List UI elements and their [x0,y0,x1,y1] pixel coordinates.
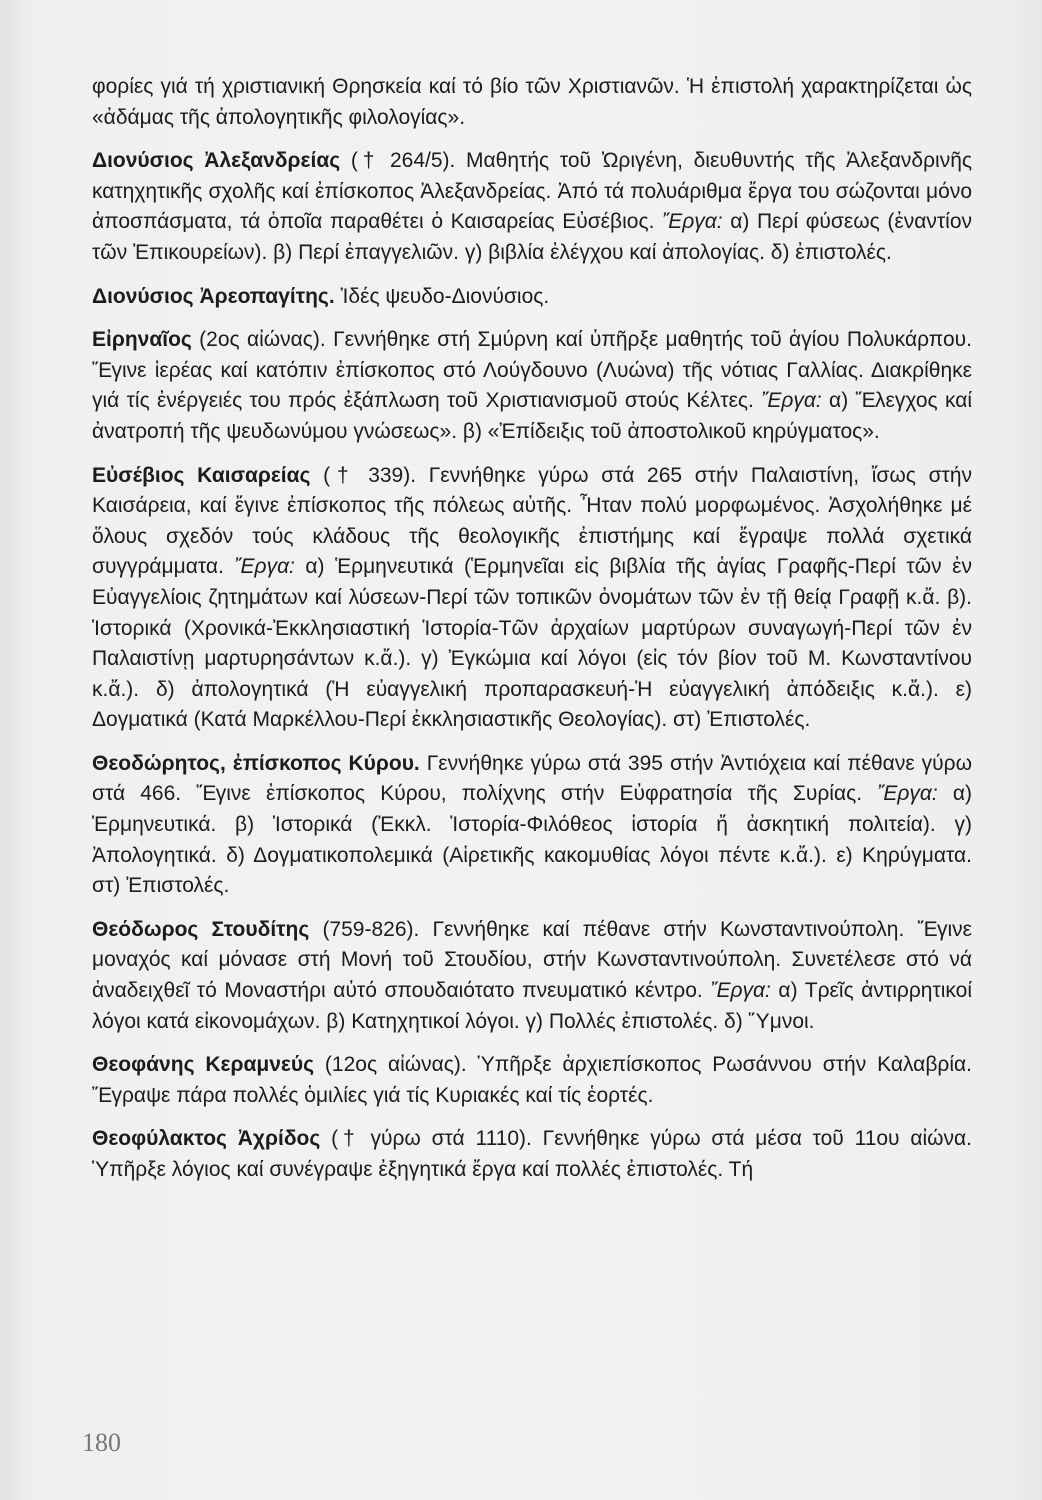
page-number: 180 [82,1428,121,1457]
entry-text: (2ος αἰώνας). Γεννήθηκε στή Σμύρνη καί ὑπῆρξε μαθητής τοῦ ἁγίου Πολυκάρπου. Ἔγινε ἱερέας καί κατόπιν ἐπίσκοπος στό Λούγδουνο (Λυώνα) τῆς νότιας Γαλλίας. Διακρίθηκε γιά τίς ἐνέργειές του πρός ἐξάπλωση τοῦ Χριστιανισμοῦ στούς Κέλτες. [92,328,972,413]
entry-theodoros-stoudites [92,915,972,1037]
paragraph-continuation [92,72,972,133]
works-label: Ἔργα: [662,210,723,234]
entry-term: Θεοδώρητος, ἐπίσκοπος Κύρου. [92,751,420,775]
entry-eusebios-kaisareias [92,461,972,736]
entry-dionysios-alexandreias [92,146,972,268]
works-label: Ἔργα: [877,782,938,806]
entry-theodoretos [92,749,972,902]
entry-text: Ἰδές ψευδο-Διονύσιος. [334,284,550,308]
entry-text: (759-826). Γεννήθηκε καί πέθανε στήν Κωνσταντινούπολη. Ἔγινε μοναχός καί μόνασε στή Μονή τοῦ Στουδίου, στήν Κωνσταντινούπολη. Συνετέλεσε στό νά ἀναδειχθεῖ τό Μοναστήρι αὐτό σπουδαιότατο πνευματικό κέντρο. [92,917,972,1003]
entry-theophanes-kerameus [92,1050,972,1111]
entry-term: Εἰρηναῖος [92,328,192,352]
works-text: α) Ἑρμηνευτικά. β) Ἱστορικά (Ἐκκλ. Ἱστορία-Φιλόθεος ἱστορία ἤ ἀσκητική πολιτεία). γ) Ἀπολογητικά. δ) Δογματικοπολεμικά (Αἱρετικῆς κακομυθίας λόγοι πέντε κ.ἄ.). ε) Κηρύγματα. στ) Ἐπιστολές. [92,782,973,898]
works-text: α) Ἑρμηνευτικά (Ἑρμηνεῖαι εἰς βιβλία τῆς ἁγίας Γραφῆς-Περί τῶν ἐν Εὐαγγελίοις ζητημάτων καί λύσεων-Περί τῶν τοπικῶν ὀνομάτων τῶν ἐν τῇ θείᾳ Γραφῇ κ.ἄ. β). Ἱστορικά (Χρονικά-Ἐκκλησιαστική Ἱστορία-Τῶν ἀρχαίων μαρτύρων συναγωγή-Περί τῶν ἐν Παλαιστίνῃ μαρτυρησάντων κ.ἄ.). γ) Ἐγκώμια καί λόγοι (εἰς τόν βίον τοῦ Μ. Κωνσταντίνου κ.ἄ.). δ) ἀπολογητικά (Ἡ εὐαγγελική προπαρασκευή-Ἡ εὐαγγελική ἀπόδειξις κ.ἄ.). ε) Δογματικά (Κατά Μαρκέλλου-Περί ἐκκλησιαστικῆς Θεολογίας). στ) Ἐπιστολές. [92,555,972,732]
entry-text: (12ος αἰώνας). Ὑπῆρξε ἀρχιεπίσκοπος Ρωσάννου στήν Καλαβρία. Ἔγραψε πάρα πολλές ὁμιλίες γιά τίς Κυριακές καί τίς ἑορτές. [92,1053,972,1107]
entry-text: († γύρω στά 1110). Γεννήθηκε γύρω στά μέσα τοῦ 11ου αἰώνα. Ὑπῆρξε λόγιος καί συνέγραψε ἐξηγητικά ἔργα καί πολλές ἐπιστολές. Τή [92,1127,972,1181]
entry-term: Θεόδωρος Στουδίτης [92,917,310,941]
entry-term: Θεοφάνης Κεραμνεύς [92,1053,315,1077]
entry-term: Εὐσέβιος Καισαρείας [92,463,311,487]
entry-text: († 264/5). Μαθητής τοῦ Ὠριγένη, διευθυντής τῆς Ἀλεξανδρινῆς κατηχητικῆς σχολῆς καί ἐπίσκοπος Ἀλεξανδρείας. Ἀπό τά πολυάριθμα ἔργα του σώζονται μόνο ἀποσπάσματα, τά ὁποῖα παραθέτει ὁ Καισαρείας Εὐσέβιος. [92,149,972,234]
paragraph-text: φορίες γιά τή χριστιανική Θρησκεία καί τό βίο τῶν Χριστιανῶν. Ἡ ἐπιστολή χαρακτηρίζεται ὡς «ἀδάμας τῆς ἀπολογητικῆς φιλολογίας». [92,75,972,129]
entry-theophylaktos-achridos [92,1124,972,1185]
entry-text: Γεννήθηκε γύρω στά 395 στήν Ἀντιόχεια καί πέθανε γύρω στά 466. Ἔγινε ἐπίσκοπος Κύρου, πολίχνης στήν Εὐφρατησία τῆς Συρίας. [92,751,972,806]
entry-dionysios-areopagites [92,282,972,313]
works-text: α) Τρεῖς ἀντιρρητικοί λόγοι κατά εἰκονομάχων. β) Κατηχητικοί λόγοι. γ) Πολλές ἐπιστολές. δ) Ὕμνοι. [92,979,972,1033]
page-body [92,72,972,1199]
entry-text: († 339). Γεννήθηκε γύρω στά 265 στήν Παλαιστίνη, ἴσως στήν Καισάρεια, καί ἔγινε ἐπίσκοπος τῆς πόλεως αὐτῆς. Ἦταν πολύ μορφωμένος. Ἀσχολήθηκε μέ ὅλους σχεδόν τούς κλάδους τῆς θεολογικῆς ἐπιστήμης καί ἔγραψε πολλά σχετικά συγγράμματα. [92,463,972,579]
works-text: α) Ἔλεγχος καί ἀνατροπή τῆς ψευδωνύμου γνώσεως». β) «Ἐπίδειξις τοῦ ἀποστολικοῦ κηρύγματος». [92,389,972,443]
entry-term: Διονύσιος Ἀρεοπαγίτης. [92,284,335,308]
entry-term: Θεοφύλακτος Ἀχρίδος [92,1127,321,1151]
works-text: α) Περί φύσεως (ἐναντίον τῶν Ἐπικουρείων). β) Περί ἐπαγγελιῶν. γ) βιβλία ἐλέγχου καί ἀπολογίας. δ) ἐπιστολές. [92,210,972,264]
works-label: Ἔργα: [761,389,822,413]
works-label: Ἔργα: [234,555,295,579]
entry-term: Διονύσιος Ἀλεξανδρείας [92,149,341,173]
entry-eirenaios [92,325,972,447]
works-label: Ἔργα: [710,979,771,1003]
